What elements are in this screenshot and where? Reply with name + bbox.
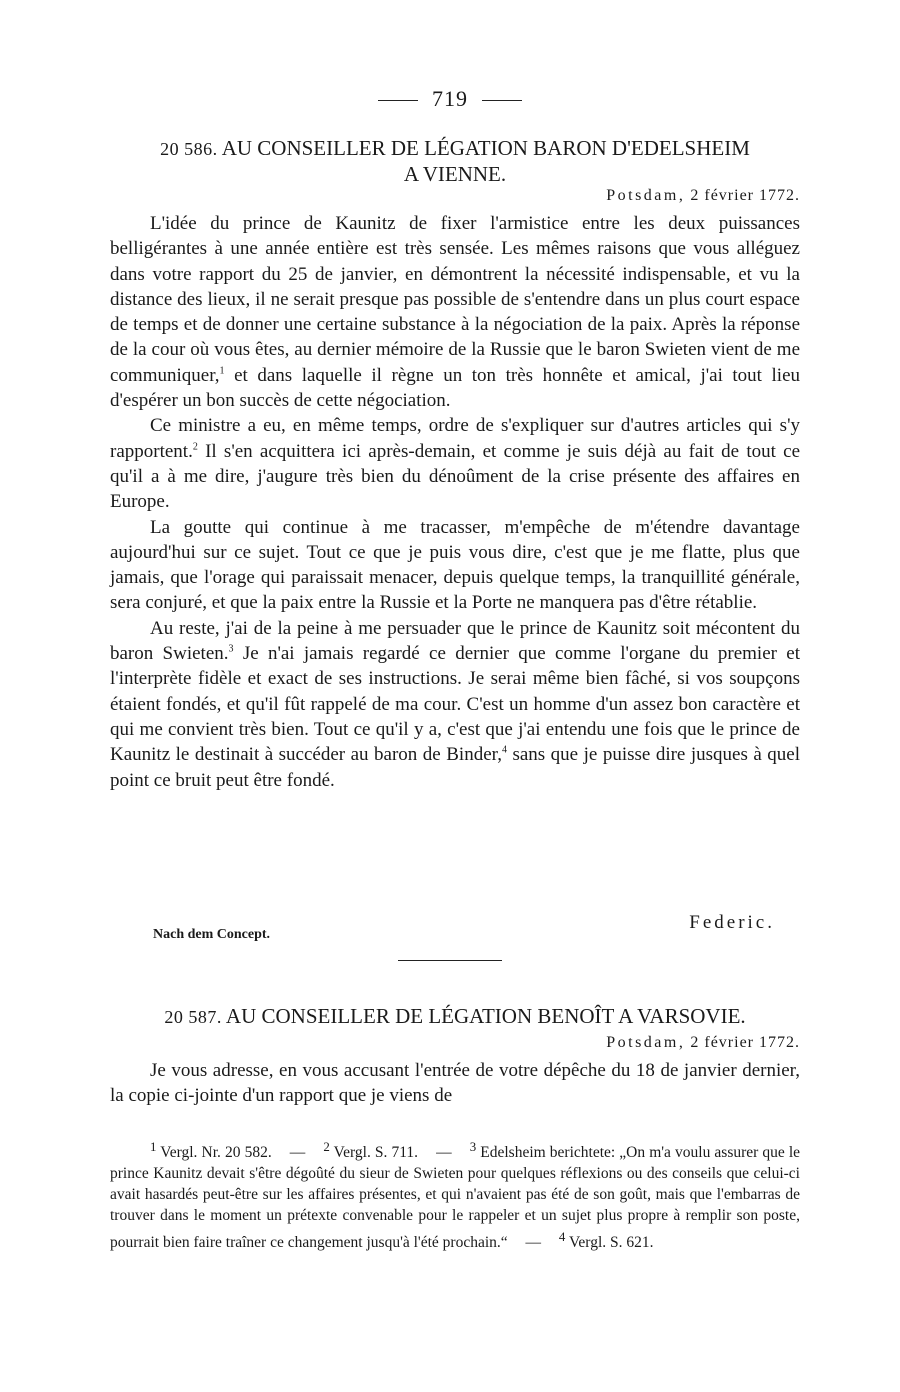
text-run: Ce ministre a eu, en même temps, ordre de s'expliquer sur d'autres articles qui s'y rapportent. <box>110 415 800 462</box>
text-run: Je vous adresse, en vous accusant l'entrée de votre dépêche du 18 de janvier dernier, la copie ci-jointe d'un rapport que je viens de <box>110 1060 800 1107</box>
footnote-block <box>110 1136 800 1253</box>
text-run: L'idée du prince de Kaunitz de fixer l'armistice entre les deux puissances belligérantes à une année entière est très sensée. Les mêmes raisons que vous alléguez dans votre rapport du 25 de janvier, en démontrent la nécessité indispensable, et vu la distance des lieux, il ne serait presque pas possible de s'entendre dans un plus court espace de temps et de donner une certaine substance à la négociation de la paix. Après la réponse de la cour où vous êtes, au dernier mémoire de la Russie que le baron Swieten vient de me communiquer, <box>110 213 800 386</box>
letter-title: AU CONSEILLER DE LÉGATION BENOÎT A VARSOVIE. <box>225 1004 746 1028</box>
text-run: Au reste, j'ai de la peine à me persuader que le prince de Kaunitz soit mécontent du baron Swieten. <box>110 617 800 665</box>
footnote-4: Vergl. S. 621. <box>568 1234 654 1252</box>
page-number-text: 719 <box>432 86 468 111</box>
letter-title: AU CONSEILLER DE LÉGATION BARON D'EDELSHEIM <box>221 136 750 160</box>
paragraph <box>110 413 800 514</box>
dateline-place: Potsdam, <box>606 187 686 204</box>
dateline-date: 2 février 1772. <box>690 1034 800 1051</box>
letter-heading-20587 <box>110 1004 800 1030</box>
paragraph <box>110 1058 800 1109</box>
rule-right <box>482 100 522 101</box>
letter-number: 20 586. <box>160 139 218 159</box>
footnote-1: Vergl. Nr. 20 582. <box>160 1144 272 1162</box>
letter-separator <box>398 960 502 961</box>
footnote-separator: — <box>436 1144 452 1162</box>
source-note: Nach dem Concept. <box>153 927 271 942</box>
signature: Federic. <box>689 912 775 933</box>
footnote-separator: — <box>525 1234 542 1252</box>
footnote-mark: 1 <box>150 1139 157 1154</box>
letter-body-20586 <box>110 211 800 793</box>
page-number <box>0 86 900 112</box>
footnotes <box>110 1136 800 1253</box>
dateline-20587 <box>606 1034 800 1052</box>
text-run: Il s'en acquittera ici après-demain, et comme je suis déjà au fait de tout ce qu'il a à me dire, j'augure très bien du dénoûment de la crise présente des affaires en Europe. <box>110 440 800 513</box>
dateline-20586 <box>606 187 800 205</box>
footnote-mark: 2 <box>323 1139 330 1154</box>
text-run: La goutte qui continue à me tracasser, m'empêche de m'étendre davantage aujourd'hui sur ce sujet. Tout ce que je puis vous dire, c'est que je me flatte, plus que jamais, que l'orage qui paraissait menacer, depuis quelque temps, la tranquillité générale, sera conjuré, et que la paix entre la Russie et la Porte ne manquera pas d'être rétablie. <box>110 516 800 614</box>
footnote-separator: — <box>289 1144 306 1162</box>
text-run: Je n'ai jamais regardé ce dernier que comme l'organe du premier et l'interprète fidèle et exact de ses instructions. Je serai même bien fâché, si vos soupçons étaient fondés, et qu'il fût rappelé de ma cour. C'est un homme d'un assez bon caractère et qui me convient très bien. Tout ce qu'il y a, c'est que j'ai entendu une fois que le prince de Kaunitz le destinait à succéder au baron de Binder, <box>110 643 800 766</box>
text-run: sans que je puisse dire jusques à quel point ce bruit peut être fondé. <box>110 744 800 791</box>
rule-left <box>378 100 418 101</box>
footnote-mark: 4 <box>558 1229 566 1245</box>
footnote-ref: 1 <box>219 365 225 377</box>
footnote-mark: 3 <box>469 1139 477 1154</box>
paragraph <box>110 616 800 793</box>
footnote-ref: 3 <box>228 643 234 655</box>
letter-body-20587 <box>110 1058 800 1109</box>
footnote-3: Edelsheim berichtete: „On m'a voulu assurer que le prince Kaunitz devait s'être dégoûté du sieur de Swieten pour quelques réflexions ou des conseils que celui-ci avait hasardés peut-être sur les affaires présentes, et qui n'avaient pas été de son goût, mais que l'embarras de trouver dans le moment un prétexte convenable pour le rappeler et un sujet plus propre à remplir son poste, pourrait bien faire traîner ce changement jusqu'à l'été prochain.“ <box>110 1144 801 1252</box>
text-run: et dans laquelle il règne un ton très honnête et amical, j'ai tout lieu d'espérer un bon succès de cette négociation. <box>110 364 800 412</box>
footnote-ref: 2 <box>192 441 198 453</box>
paragraph <box>110 515 800 616</box>
dateline-place: Potsdam, <box>606 1034 686 1051</box>
footnote-2: Vergl. S. 711. <box>333 1144 419 1162</box>
paragraph <box>110 211 800 413</box>
letter-heading-20586 <box>110 136 800 187</box>
dateline-date: 2 février 1772. <box>690 187 800 204</box>
letter-title-line2: A VIENNE. <box>403 162 507 186</box>
footnote-ref: 4 <box>501 744 507 756</box>
letter-number: 20 587. <box>164 1007 222 1027</box>
